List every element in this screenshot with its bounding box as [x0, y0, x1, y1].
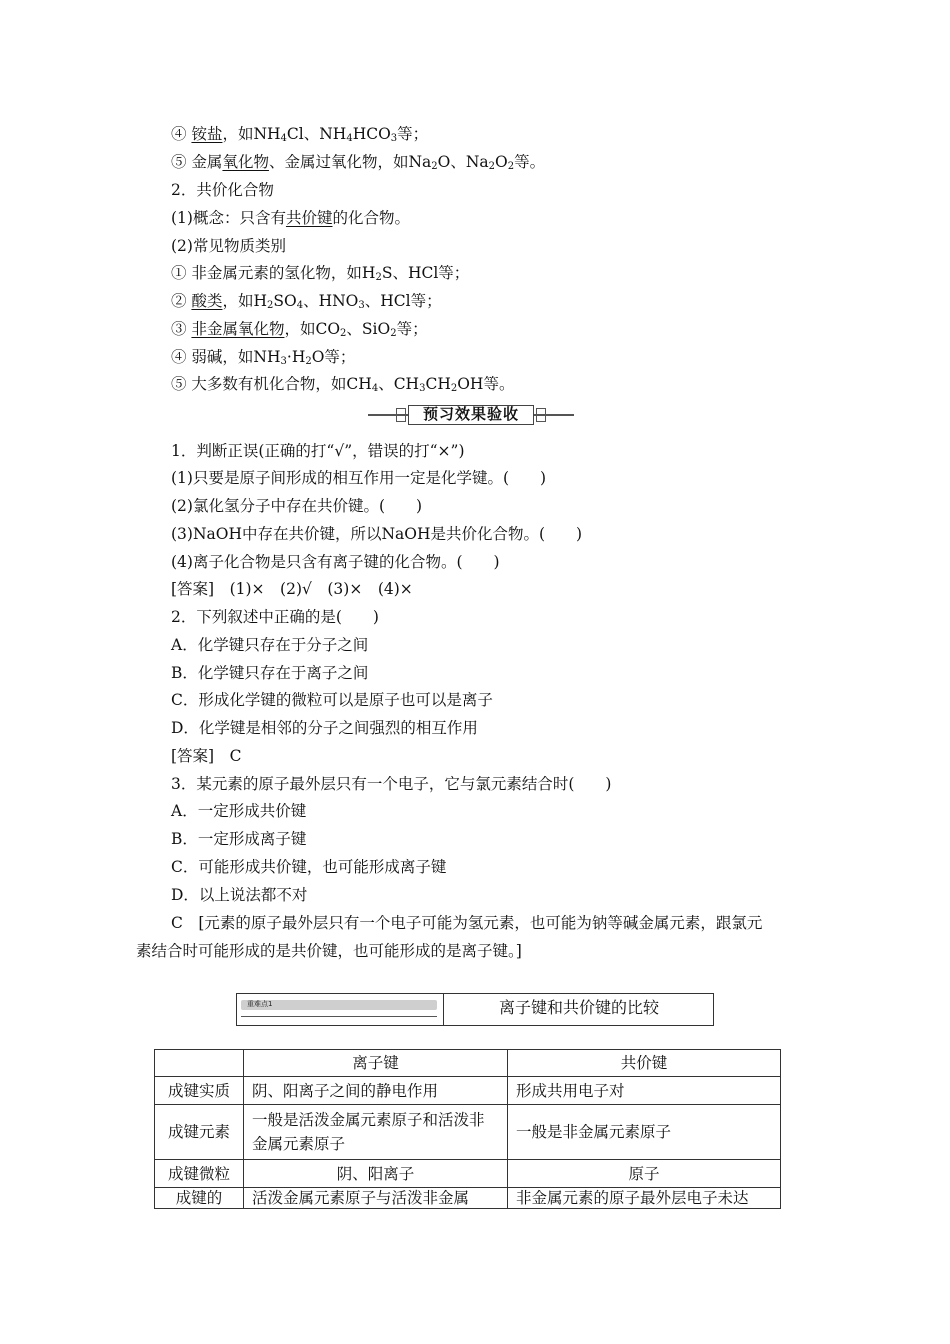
list-item: ② 酸类，如$H_2SO_4$、$HNO_3$、HCl等；	[171, 292, 442, 311]
table-cell: 阴、阳离子	[244, 1160, 508, 1188]
banner-rule-right	[534, 414, 574, 416]
section-title: 离子键和共价键的比较	[498, 998, 659, 1017]
table-row-label: 成键实质	[155, 1077, 244, 1105]
option-d: D．以上说法都不对	[171, 886, 308, 904]
table-cell: 形成共用电子对	[508, 1077, 781, 1105]
table-cell: 非金属元素的原子最外层电子未达	[508, 1188, 781, 1209]
explanation-line: C [元素的原子最外层只有一个电子可能为氢元素，也可能为钠等碱金属元素，跟氯元	[171, 914, 763, 932]
list-item: ① 非金属元素的氢化物，如$H_2S$、HCl等；	[171, 264, 470, 283]
section-banner	[368, 405, 574, 425]
table-row	[155, 1188, 781, 1209]
option-b: B．一定形成离子键	[171, 830, 307, 848]
table-header-cell: 离子键	[244, 1050, 508, 1077]
banner-title: 预习效果验收	[408, 405, 534, 425]
table-cell: 阴、阳离子之间的静电作用	[244, 1077, 508, 1105]
table-row-label: 成键的	[155, 1188, 244, 1209]
section-tab	[237, 994, 444, 1025]
subheading: (2)常见物质类别	[171, 237, 286, 255]
table-row	[155, 1105, 781, 1160]
option-a: A．化学键只存在于分子之间	[171, 636, 369, 654]
answer-line: [答案] C	[171, 747, 242, 765]
section-tab-underline	[241, 1016, 437, 1017]
list-item: ⑤ 大多数有机化合物，如$CH_4$、$CH_3CH_2OH$等。	[171, 375, 515, 394]
explanation-line: 素结合时可能形成的是共价键，也可能形成的是离子键。]	[136, 942, 522, 960]
option-c: C．形成化学键的微粒可以是原子也可以是离子	[171, 691, 493, 709]
list-item: ⑤ 金属氧化物、金属过氧化物，如$Na_2O$、$Na_2O_2$等。	[171, 153, 546, 172]
table-cell: 一般是非金属元素原子	[508, 1105, 781, 1160]
question-stem: 3．某元素的原子最外层只有一个电子，它与氯元素结合时( )	[171, 775, 612, 793]
section-heading: 2．共价化合物	[171, 181, 274, 199]
section-tab-label: 重难点1	[247, 1000, 273, 1008]
table-cell: 活泼金属元素原子与活泼非金属	[244, 1188, 508, 1209]
table-header-cell	[155, 1050, 244, 1077]
table-row-label: 成键微粒	[155, 1160, 244, 1188]
banner-bracket-left	[396, 408, 406, 422]
option-b: B．化学键只存在于离子之间	[171, 664, 369, 682]
table-row	[155, 1160, 781, 1188]
answer-line: [答案] (1)× (2)√ (3)× (4)×	[171, 580, 413, 598]
list-item: ③ 非金属氧化物，如$CO_2$、SiO$_2$等；	[171, 320, 428, 339]
definition-line: (1)概念：只含有共价键的化合物。	[171, 209, 410, 227]
option-d: D．化学键是相邻的分子之间强烈的相互作用	[171, 719, 478, 737]
table-header-cell: 共价键	[508, 1050, 781, 1077]
comparison-table	[154, 1049, 781, 1209]
table-cell: 原子	[508, 1160, 781, 1188]
option-a: A．一定形成共价键	[171, 802, 307, 820]
list-item: ④ 弱碱，如$NH_3\cdot H_2O$等；	[171, 348, 356, 367]
table-row-label: 成键元素	[155, 1105, 244, 1160]
table-cell: 一般是活泼金属元素原子和活泼非金属元素原子	[244, 1105, 508, 1160]
section-header	[236, 993, 714, 1026]
option-c: C．可能形成共价键，也可能形成离子键	[171, 858, 447, 876]
table-header-row	[155, 1050, 781, 1077]
list-item: ④ 铵盐，如$NH_4Cl$、$NH_4HCO_3$等；	[171, 125, 429, 144]
question-stem: 2．下列叙述中正确的是( )	[171, 608, 379, 626]
question-item: (4)离子化合物是只含有离子键的化合物。( )	[171, 553, 500, 571]
question-item: (2)氯化氢分子中存在共价键。( )	[171, 497, 423, 515]
table-row	[155, 1077, 781, 1105]
question-item: (1)只要是原子间形成的相互作用一定是化学键。( )	[171, 469, 547, 487]
question-stem: 1．判断正误(正确的打“√”，错误的打“×”)	[171, 442, 465, 460]
question-item: (3)NaOH中存在共价键，所以NaOH是共价化合物。( )	[171, 525, 583, 543]
